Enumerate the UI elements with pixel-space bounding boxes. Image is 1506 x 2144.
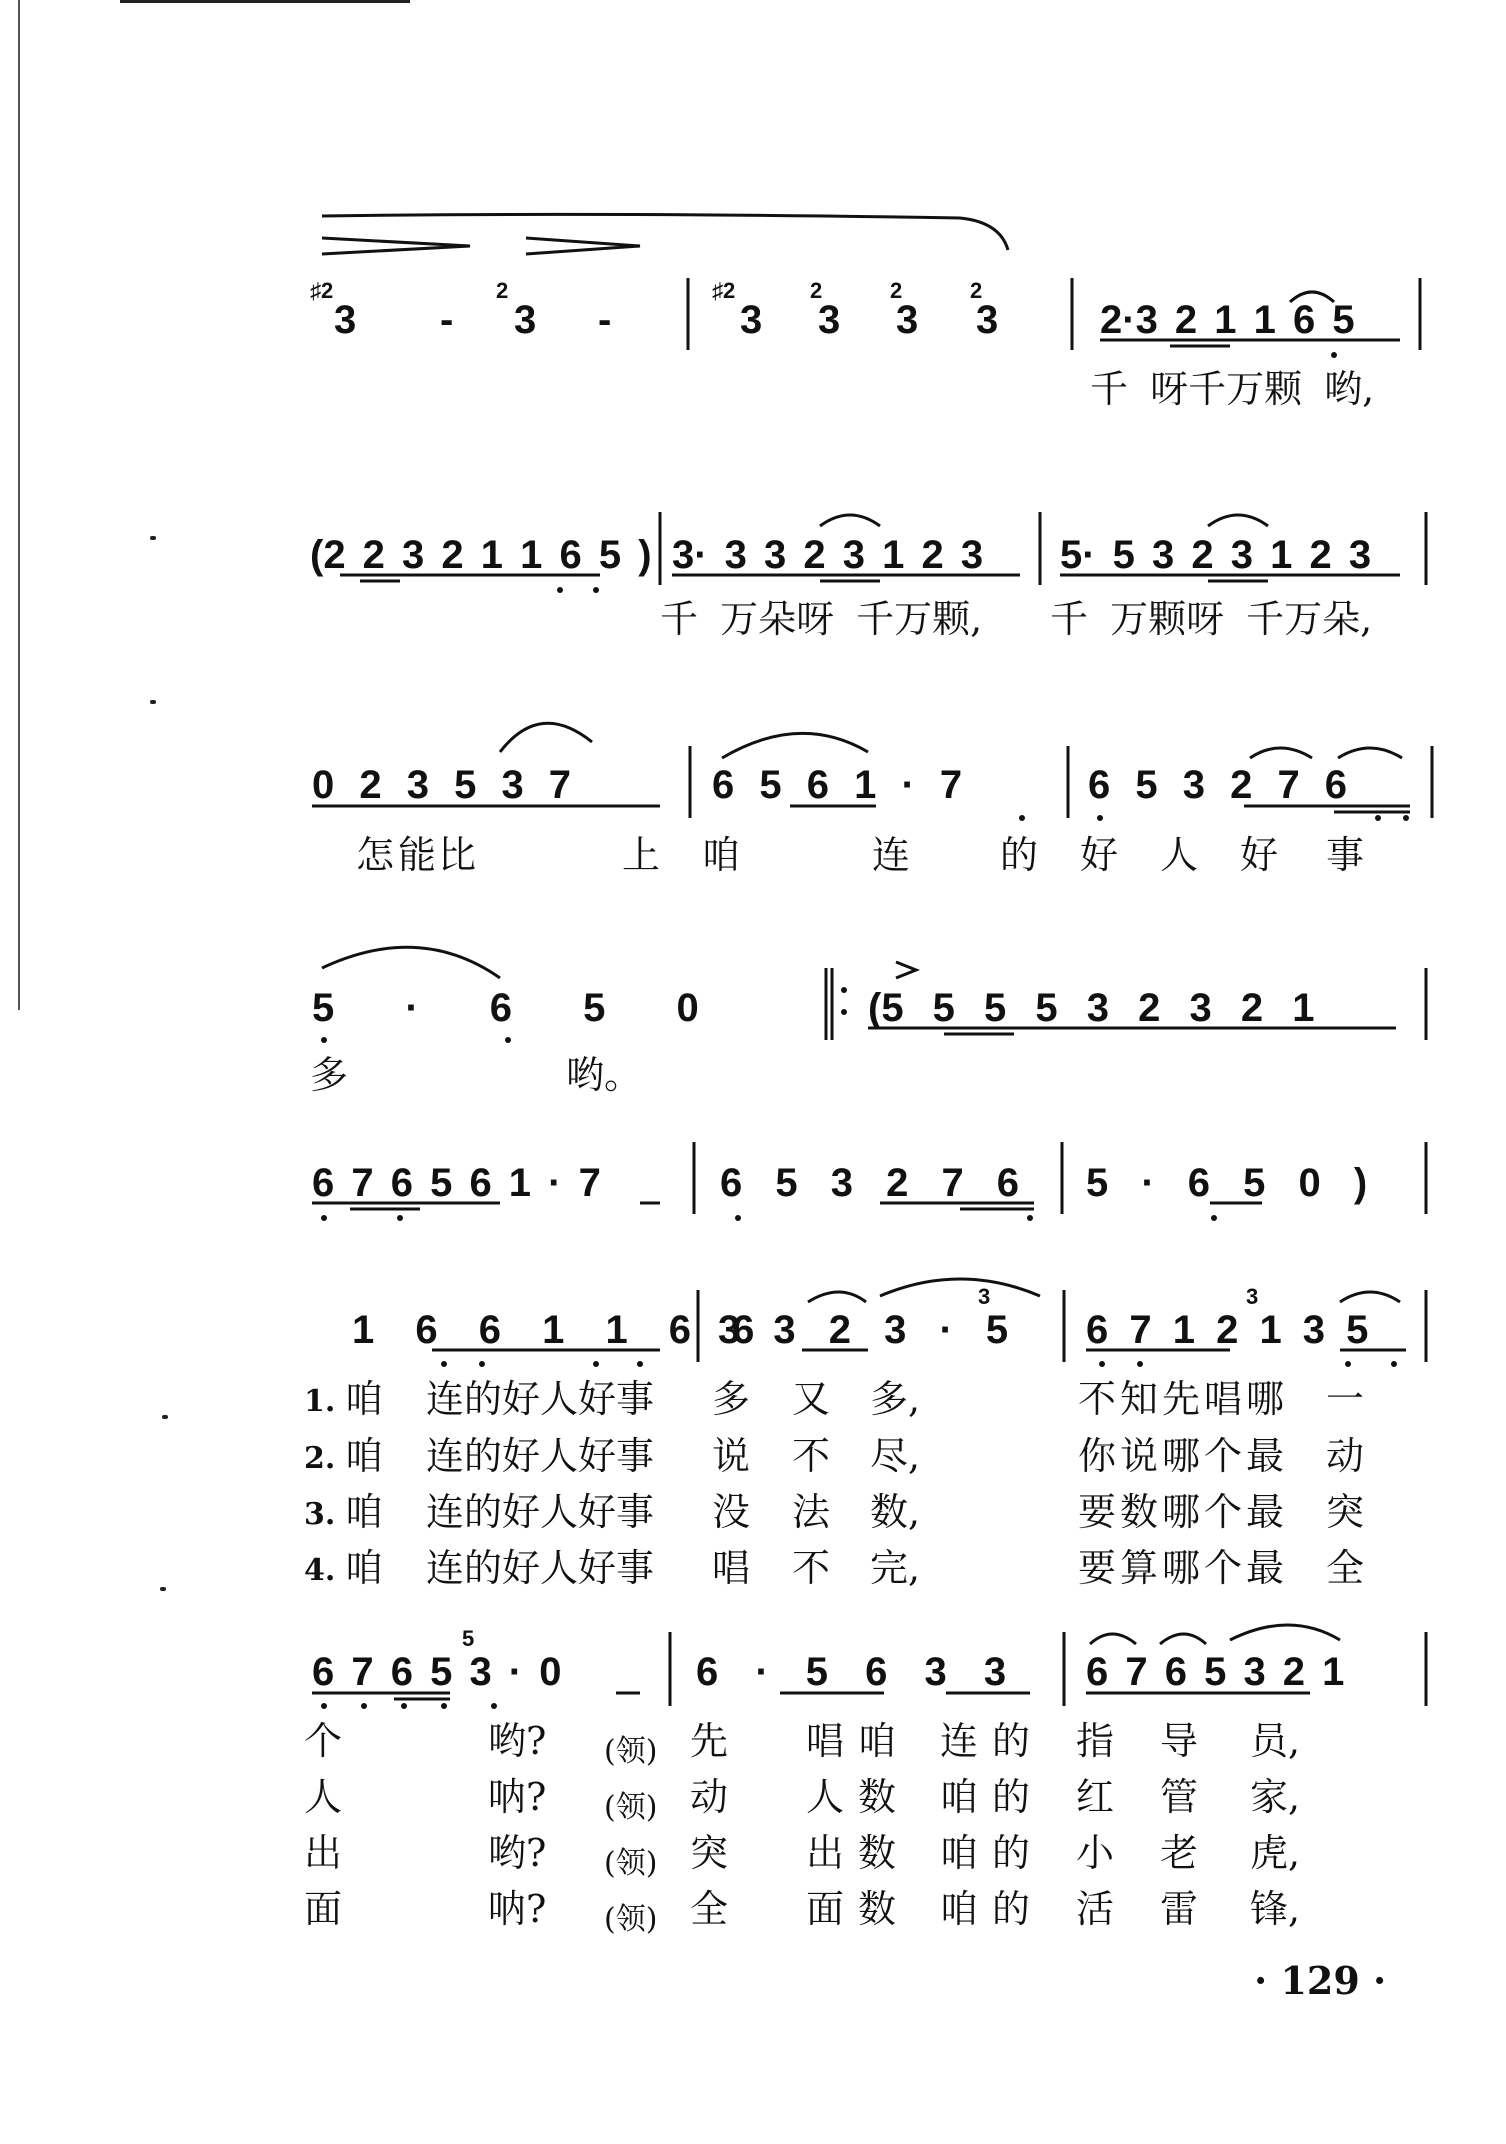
note: 3 bbox=[896, 298, 919, 342]
margin-speck bbox=[150, 700, 156, 704]
lyric-syllable: 哟? bbox=[488, 1719, 547, 1763]
lyric-syllable: 锋, bbox=[1250, 1887, 1301, 1931]
lyric-syllable: 全 bbox=[690, 1887, 729, 1931]
lead-singer-mark: (领) bbox=[604, 1790, 658, 1825]
margin-speck bbox=[160, 1587, 166, 1591]
lyric-syllable: 动 bbox=[690, 1775, 729, 1819]
lyric-line: 千 万颗呀 千万朵, bbox=[1050, 597, 1373, 641]
lyric-syllable: 突 bbox=[690, 1831, 729, 1875]
lyric-syllable: 咱 bbox=[345, 1490, 384, 1534]
lyric-line: 千 呀千万颗 哟, bbox=[1090, 367, 1375, 411]
lyric-syllable: 没 bbox=[712, 1490, 751, 1534]
lyric-line: 千 万朵呀 千万颗, bbox=[660, 597, 983, 641]
top-page-rule bbox=[120, 0, 410, 3]
grace-note: 2 bbox=[890, 278, 903, 303]
lyric-syllable: 多, bbox=[870, 1377, 921, 1421]
lyric-syllable: 好 bbox=[1080, 833, 1119, 877]
lyric-syllable: 连的好人好事 bbox=[426, 1434, 655, 1478]
lyric-syllable: 老 bbox=[1160, 1831, 1199, 1875]
verse-number: 1. bbox=[304, 1384, 336, 1419]
lyric-syllable: 全 bbox=[1326, 1546, 1365, 1590]
measure-notes: 3· 3 3 2 3 1 2 3 bbox=[672, 533, 984, 577]
lyric-syllable: 哟。 bbox=[566, 1053, 643, 1097]
grace-note: 2 bbox=[496, 278, 509, 303]
measure-notes: 6 7 6 5 6 1 · 7 bbox=[312, 1161, 601, 1205]
lyric-syllable: 连 bbox=[872, 833, 911, 877]
lyric-syllable: 法 bbox=[792, 1490, 831, 1534]
lyric-syllable: 连的 bbox=[940, 1719, 1045, 1763]
verse-number: 2. bbox=[304, 1441, 336, 1476]
lyric-syllable: 要算哪个最 bbox=[1078, 1546, 1289, 1590]
lyric-syllable: 动 bbox=[1326, 1434, 1365, 1478]
measure-notes: 5· 5 3 2 3 1 2 3 bbox=[1060, 533, 1372, 577]
note: 3 bbox=[334, 298, 357, 342]
lyric-syllable: 呐? bbox=[488, 1775, 547, 1819]
lyric-syllable: 呐? bbox=[488, 1887, 547, 1931]
lyric-syllable: 多 bbox=[712, 1377, 751, 1421]
lyric-syllable: 咱 bbox=[345, 1377, 384, 1421]
verse-number: 4. bbox=[304, 1553, 336, 1588]
lyric-syllable: 说 bbox=[712, 1434, 751, 1478]
grace-note: 3 bbox=[1246, 1284, 1259, 1309]
dash: - bbox=[440, 298, 454, 342]
lyric-syllable: 先 bbox=[690, 1719, 729, 1763]
lyric-syllable: 要数哪个最 bbox=[1078, 1490, 1289, 1534]
measure-notes: 2·3 2 1 1 6 5 bbox=[1100, 298, 1355, 342]
lyric-syllable: 出 bbox=[304, 1831, 343, 1875]
measure-notes: 5 · 6 5 0 ) bbox=[1086, 1161, 1368, 1205]
lyric-syllable: 人 bbox=[1160, 833, 1199, 877]
grace-note: 5 bbox=[462, 1626, 475, 1651]
lyric-syllable: 人 bbox=[304, 1775, 343, 1819]
lyric-syllable: 哟? bbox=[488, 1831, 547, 1875]
lyric-syllable: 尽, bbox=[870, 1434, 921, 1478]
grace-note: ♯2 bbox=[310, 278, 334, 303]
grace-note: 3 bbox=[978, 1284, 991, 1309]
lyric-syllable: 不 bbox=[792, 1546, 831, 1590]
lyric-syllable: 上 bbox=[622, 833, 661, 877]
measure-notes: 6 7 6 5 3 · 0 bbox=[312, 1650, 562, 1694]
lyric-syllable: 多 bbox=[310, 1053, 349, 1097]
binding-edge-line bbox=[18, 0, 20, 1010]
note: 3 bbox=[514, 298, 537, 342]
lead-singer-mark: (领) bbox=[604, 1902, 658, 1937]
note: 3 bbox=[818, 298, 841, 342]
lyric-syllable: 雷 bbox=[1160, 1887, 1199, 1931]
verse-number: 3. bbox=[304, 1497, 336, 1532]
page-number: · 129 · bbox=[1254, 1958, 1387, 2003]
margin-speck bbox=[162, 1415, 168, 1419]
lead-singer-mark: (领) bbox=[604, 1734, 658, 1769]
lyric-syllable: 咱 bbox=[345, 1434, 384, 1478]
lyric-syllable: 能 bbox=[398, 833, 437, 877]
lyric-syllable: 虎, bbox=[1250, 1831, 1301, 1875]
lyric-syllable: 不知先唱哪 bbox=[1078, 1377, 1289, 1421]
lyric-syllable: 咱的 bbox=[940, 1887, 1045, 1931]
lyric-syllable: 不 bbox=[792, 1434, 831, 1478]
measure-notes: 0 2 3 5 3 7 bbox=[312, 763, 572, 807]
lyric-syllable: 面数 bbox=[806, 1887, 911, 1931]
lyric-syllable: 咱的 bbox=[940, 1775, 1045, 1819]
lyric-syllable: 唱咱 bbox=[806, 1719, 911, 1763]
lyric-syllable: 突 bbox=[1326, 1490, 1365, 1534]
lyric-syllable: 指 bbox=[1076, 1719, 1115, 1763]
lead-singer-mark: (领) bbox=[604, 1846, 658, 1881]
lyric-syllable: 事 bbox=[1326, 833, 1365, 877]
lyric-syllable: 面 bbox=[304, 1887, 343, 1931]
measure-notes: 3 3 2 3 · 5 bbox=[718, 1308, 1009, 1352]
lyric-syllable: 怎 bbox=[356, 833, 395, 877]
lyric-syllable: 员, bbox=[1250, 1719, 1301, 1763]
lyric-syllable: 咱的 bbox=[940, 1831, 1045, 1875]
measure-notes: 6 5 6 1 · 7 bbox=[712, 763, 963, 807]
measure-notes: 1 6 6 1 1 6 6 bbox=[352, 1308, 755, 1352]
lyric-syllable: 又 bbox=[792, 1377, 831, 1421]
lyric-syllable: 好 bbox=[1240, 833, 1279, 877]
lyric-syllable: 活 bbox=[1076, 1887, 1115, 1931]
measure-notes: (2 2 3 2 1 1 6 5 ) bbox=[310, 533, 652, 577]
measure-notes: 6 · 5 6 3 3 bbox=[696, 1650, 1007, 1694]
note: 3 bbox=[976, 298, 999, 342]
lyric-syllable: 的 bbox=[1000, 833, 1039, 877]
lyric-syllable: 连的好人好事 bbox=[426, 1377, 655, 1421]
lyric-syllable: 咱 bbox=[345, 1546, 384, 1590]
grace-note: 2 bbox=[810, 278, 823, 303]
dash: - bbox=[598, 298, 612, 342]
lyric-syllable: 红 bbox=[1076, 1775, 1115, 1819]
lyric-syllable: 小 bbox=[1076, 1831, 1115, 1875]
lyric-syllable: 一 bbox=[1326, 1377, 1365, 1421]
grace-note: 2 bbox=[970, 278, 983, 303]
measure-notes: 5 · 6 5 0 bbox=[312, 986, 699, 1030]
lyric-syllable: 你说哪个最 bbox=[1078, 1434, 1289, 1478]
lyric-syllable: 完, bbox=[870, 1546, 921, 1590]
lyric-syllable: 连的好人好事 bbox=[426, 1546, 655, 1590]
lyric-syllable: 家, bbox=[1250, 1775, 1301, 1819]
lyric-syllable: 数, bbox=[870, 1490, 921, 1534]
lyric-syllable: 导 bbox=[1160, 1719, 1199, 1763]
crescendo-accents bbox=[322, 214, 1008, 254]
margin-speck bbox=[150, 536, 156, 540]
measure-notes: 6 5 3 2 7 6 bbox=[1088, 763, 1348, 807]
lyric-syllable: 出数 bbox=[806, 1831, 911, 1875]
lyric-syllable: 人数 bbox=[806, 1775, 911, 1819]
measure-notes: 6 5 3 2 7 6 bbox=[720, 1161, 1020, 1205]
lyric-syllable: 唱 bbox=[712, 1546, 751, 1590]
grace-note: ♯2 bbox=[712, 278, 736, 303]
measure-notes: 6 7 6 5 3 2 1 bbox=[1086, 1650, 1345, 1694]
lyric-syllable: 比 bbox=[438, 833, 477, 877]
note: 3 bbox=[740, 298, 763, 342]
measure-notes: (5 5 5 5 3 2 3 2 1 bbox=[868, 986, 1315, 1030]
measure-notes: 6 7 1 2 1 3 5 bbox=[1086, 1308, 1369, 1352]
lyric-syllable: 咱 bbox=[702, 833, 741, 877]
lyric-syllable: 连的好人好事 bbox=[426, 1490, 655, 1534]
lyric-syllable: 管 bbox=[1160, 1775, 1199, 1819]
lyric-syllable: 个 bbox=[304, 1719, 343, 1763]
